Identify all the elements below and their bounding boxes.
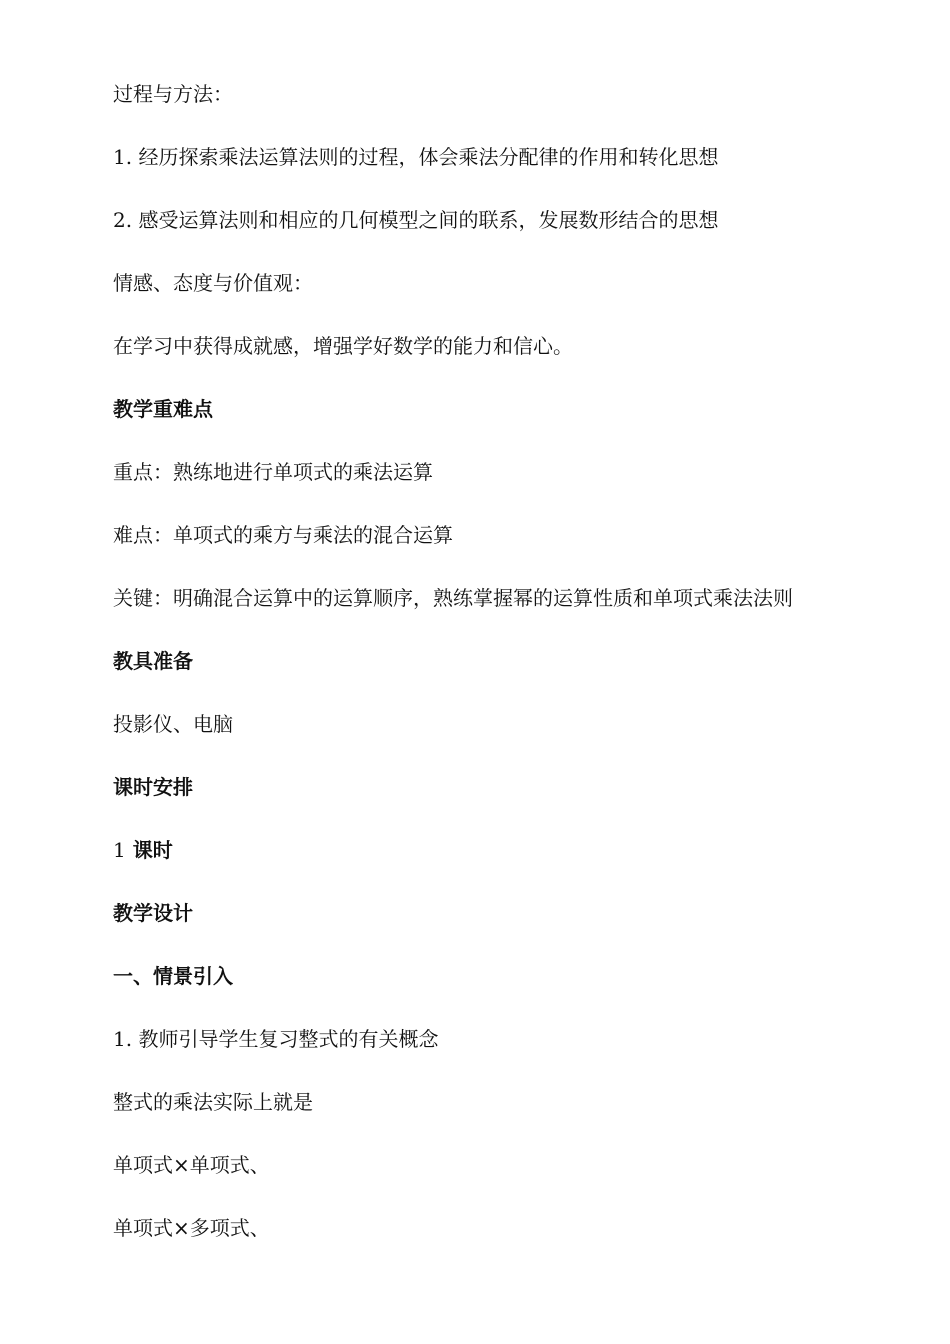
line-text: 教具准备 [113, 649, 193, 673]
list-number: 2. [113, 208, 133, 232]
line-text: 整式的乘法实际上就是 [113, 1090, 313, 1114]
list-item [113, 1021, 913, 1084]
paragraph [113, 1210, 913, 1273]
line-text: 情感、态度与价值观： [113, 271, 313, 295]
paragraph-lesson-count [113, 832, 913, 895]
line-text: 投影仪、电脑 [113, 712, 233, 736]
line-text: 单项式×单项式、 [113, 1153, 270, 1177]
line-text: 经历探索乘法运算法则的过程，体会乘法分配律的作用和转化思想 [138, 145, 719, 169]
section-heading-teaching-aids [113, 643, 913, 706]
list-item [113, 139, 913, 202]
paragraph [113, 1147, 913, 1210]
line-text: 课时 [132, 838, 173, 862]
line-text: 在学习中获得成就感，增强学好数学的能力和信心。 [113, 334, 573, 358]
section-heading-key-points [113, 391, 913, 454]
heading-process-method [113, 76, 913, 139]
line-text: 过程与方法： [113, 82, 233, 106]
lesson-number: 1 [113, 838, 126, 862]
line-text: 课时安排 [113, 775, 193, 799]
line-text: 感受运算法则和相应的几何模型之间的联系，发展数形结合的思想 [138, 208, 719, 232]
list-item [113, 202, 913, 265]
line-text: 关键：明确混合运算中的运算顺序，熟练掌握幂的运算性质和单项式乘法法则 [113, 586, 793, 610]
line-text: 教学设计 [113, 901, 193, 925]
section-heading-schedule [113, 769, 913, 832]
line-text: 一、情景引入 [113, 964, 233, 988]
heading-emotion-values [113, 265, 913, 328]
line-text: 单项式×多项式、 [113, 1216, 270, 1240]
line-text: 教学重难点 [113, 397, 213, 421]
list-number: 1. [113, 145, 133, 169]
document-page [113, 76, 913, 1273]
paragraph [113, 454, 913, 517]
section-heading-design [113, 895, 913, 958]
line-text: 难点：单项式的乘方与乘法的混合运算 [113, 523, 453, 547]
line-text: 重点：熟练地进行单项式的乘法运算 [113, 460, 433, 484]
paragraph [113, 1084, 913, 1147]
section-heading-introduction [113, 958, 913, 1021]
paragraph [113, 328, 913, 391]
paragraph [113, 580, 913, 643]
paragraph [113, 706, 913, 769]
line-text: 教师引导学生复习整式的有关概念 [138, 1027, 439, 1051]
paragraph [113, 517, 913, 580]
list-number: 1. [113, 1027, 133, 1051]
